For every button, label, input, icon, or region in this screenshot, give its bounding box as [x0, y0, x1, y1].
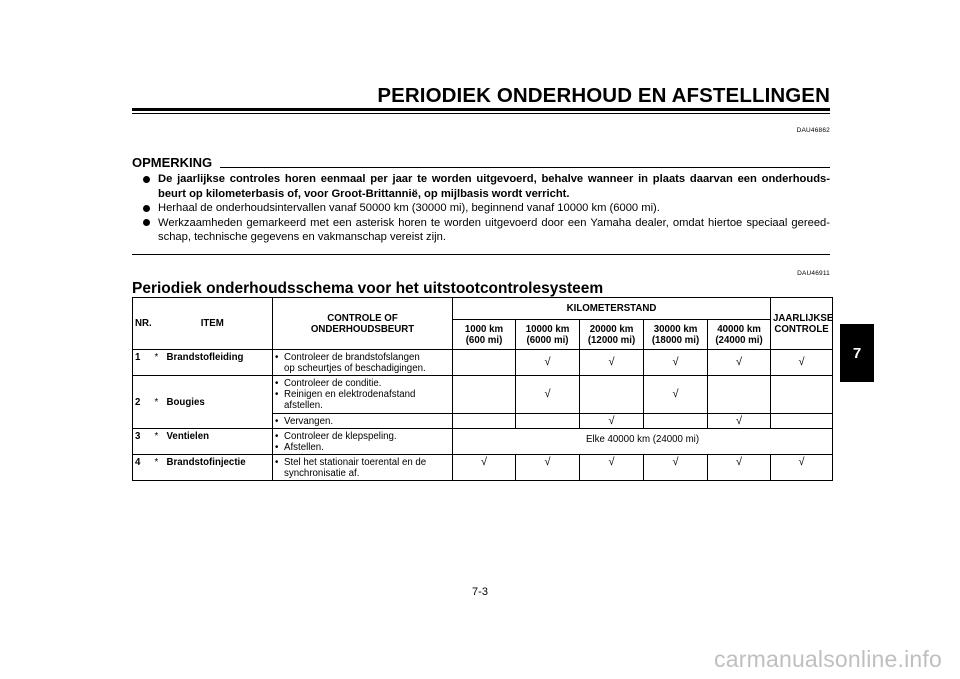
check-cell: √ [516, 376, 580, 414]
row-item: Brandstofinjectie [165, 455, 273, 481]
row-nr: 1 [133, 350, 153, 376]
check-cell: √ [580, 455, 644, 481]
check-cell: √ [708, 455, 771, 481]
bullet-icon [143, 219, 150, 226]
check-cell [516, 414, 580, 429]
note-bullet: De jaarlijkse controles horen eenmaal per jaar te worden uitgevoerd, behalve wanneer in plaats daarvan een onderhouds-beurt op kilometerbasis of, voor Groot-Brittannië, op mijlbasis wordt verricht. [141, 172, 830, 201]
row-action: • Controleer de conditie. • Reinigen en elektrodenafstand afstellen. [273, 376, 453, 414]
check-cell: √ [644, 350, 708, 376]
header-kilometerstand: KILOMETERSTAND [453, 298, 771, 320]
check-cell [644, 414, 708, 429]
note-rule [220, 167, 830, 168]
note-bullet: Herhaal de onderhoudsintervallen vanaf 50000 km (30000 mi), beginnend vanaf 10000 km (6000 mi). [141, 201, 830, 216]
section-title: Periodiek onderhoudsschema voor het uitstootcontrolesysteem [132, 280, 604, 297]
row-action: • Stel het stationair toerental en de synchronisatie af. [273, 455, 453, 481]
row-star: * [153, 376, 165, 429]
section-code: DAU46911 [797, 270, 830, 277]
row-item: Ventielen [165, 429, 273, 455]
row-action: • Controleer de brandstofslangen op scheurtjes of beschadigingen. [273, 350, 453, 376]
note-rule-bottom [132, 254, 830, 255]
table-row [133, 429, 833, 455]
maintenance-table [132, 297, 833, 481]
row-star: * [153, 350, 165, 376]
check-cell [453, 414, 516, 429]
header-nr: NR. [133, 298, 153, 350]
check-cell [580, 376, 644, 414]
page-title: PERIODIEK ONDERHOUD EN AFSTELLINGEN [377, 84, 830, 107]
reference-code: DAU46862 [796, 127, 830, 134]
check-cell [708, 376, 771, 414]
header-yearly: JAARLIJKSE CONTROLE [771, 298, 833, 350]
check-cell [453, 376, 516, 414]
header-km-1000: 1000 km (600 mi) [453, 320, 516, 350]
interval-cell: Elke 40000 km (24000 mi) [453, 429, 833, 455]
header-control: CONTROLE OF ONDERHOUDSBEURT [273, 298, 453, 350]
header-item: ITEM [153, 298, 273, 350]
bullet-icon [143, 205, 150, 212]
row-nr: 3 [133, 429, 153, 455]
bullet-icon [143, 176, 150, 183]
table-row [133, 455, 833, 481]
check-cell: √ [644, 455, 708, 481]
check-cell: √ [708, 350, 771, 376]
check-cell [453, 350, 516, 376]
check-cell: √ [453, 455, 516, 481]
header-km-30000: 30000 km (18000 mi) [644, 320, 708, 350]
note-bullet: Werkzaamheden gemarkeerd met een asterisk horen te worden uitgevoerd door een Yamaha dealer, omdat hiertoe speciaal gereed-schap, technische gegevens en vakmanschap vereist zijn. [141, 216, 830, 245]
check-cell [771, 414, 833, 429]
check-cell: √ [516, 350, 580, 376]
check-cell: √ [516, 455, 580, 481]
table-row [133, 376, 833, 414]
header-rule-thin [132, 113, 830, 114]
check-cell: √ [580, 350, 644, 376]
row-item: Brandstofleiding [165, 350, 273, 376]
check-cell: √ [771, 455, 833, 481]
row-action: • Controleer de klepspeling. • Afstellen. [273, 429, 453, 455]
check-cell: √ [771, 350, 833, 376]
header-km-40000: 40000 km (24000 mi) [708, 320, 771, 350]
chapter-tab: 7 [840, 324, 874, 382]
table-row [133, 350, 833, 376]
header-km-20000: 20000 km (12000 mi) [580, 320, 644, 350]
check-cell: √ [708, 414, 771, 429]
note-bullets [141, 172, 830, 245]
note-heading: OPMERKING [132, 155, 213, 170]
page-number: 7-3 [472, 586, 488, 598]
row-action: • Vervangen. [273, 414, 453, 429]
row-nr: 2 [133, 376, 153, 429]
row-star: * [153, 455, 165, 481]
check-cell: √ [580, 414, 644, 429]
check-cell [771, 376, 833, 414]
row-nr: 4 [133, 455, 153, 481]
row-item: Bougies [165, 376, 273, 429]
row-star: * [153, 429, 165, 455]
header-rule [132, 108, 830, 111]
check-cell: √ [644, 376, 708, 414]
watermark: carmanualsonline.info [714, 646, 942, 672]
header-km-10000: 10000 km (6000 mi) [516, 320, 580, 350]
